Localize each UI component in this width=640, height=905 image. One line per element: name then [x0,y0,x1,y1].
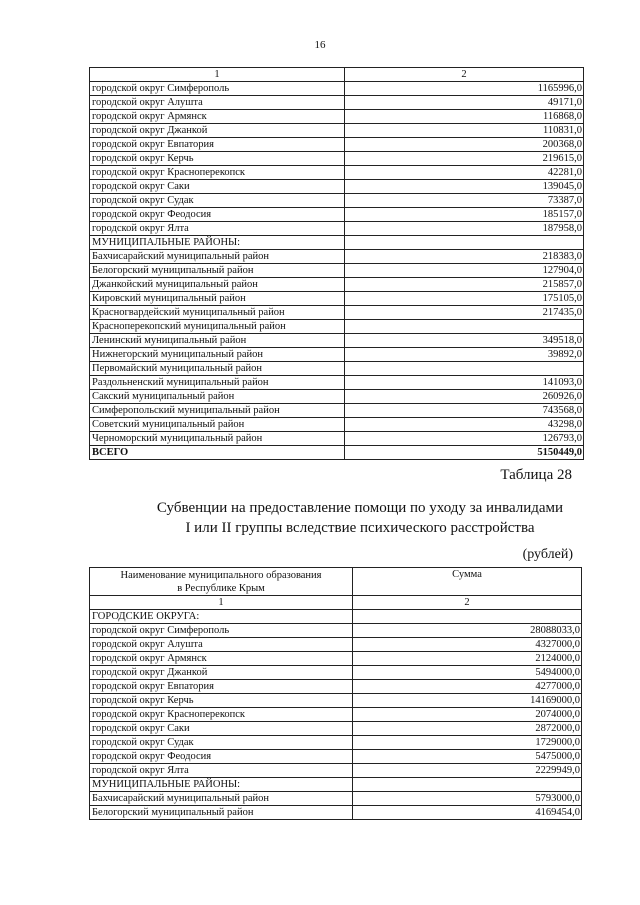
municipality-name: Белогорский муниципальный район [90,264,345,278]
amount-value: 139045,0 [345,180,584,194]
table-row [90,390,584,404]
header-municipality [90,568,353,596]
municipality-name: городской округ Симферополь [90,82,345,96]
municipality-name: Красногвардейский муниципальный район [90,306,345,320]
column-number-1: 1 [90,596,353,610]
municipality-name: Джанкойский муниципальный район [90,278,345,292]
amount-value: 175105,0 [345,292,584,306]
table-row [90,166,584,180]
table-row [90,138,584,152]
table-row [90,250,584,264]
amount-value: 1729000,0 [353,736,582,750]
table-row [90,750,582,764]
amount-value: 187958,0 [345,222,584,236]
municipality-name: городской округ Ялта [90,764,353,778]
column-number-row [90,596,582,610]
amount-value: 116868,0 [345,110,584,124]
amount-value: 2124000,0 [353,652,582,666]
municipality-name: Советский муниципальный район [90,418,345,432]
table-row [90,778,582,792]
table-row [90,320,584,334]
header-municipality-line-1: Наименование муниципального образования [120,569,322,581]
amount-value: 5494000,0 [353,666,582,680]
municipality-name: МУНИЦИПАЛЬНЫЕ РАЙОНЫ: [90,778,353,792]
amount-value: 743568,0 [345,404,584,418]
table-row [90,432,584,446]
table-row [90,292,584,306]
municipality-name: Сакский муниципальный район [90,390,345,404]
municipality-name: Первомайский муниципальный район [90,362,345,376]
amount-value: 4277000,0 [353,680,582,694]
column-number-2: 2 [353,596,582,610]
municipality-name: городской округ Судак [90,194,345,208]
table-row [90,82,584,96]
table-row [90,404,584,418]
amount-value: 2872000,0 [353,722,582,736]
municipality-name: Раздольненский муниципальный район [90,376,345,390]
amount-value [345,320,584,334]
municipality-name: Бахчисарайский муниципальный район [90,792,353,806]
amount-value: 14169000,0 [353,694,582,708]
municipality-name: Черноморский муниципальный район [90,432,345,446]
total-label: ВСЕГО [90,446,345,460]
amount-value [353,778,582,792]
municipality-name: городской округ Джанкой [90,666,353,680]
table-row [90,694,582,708]
amount-value: 5475000,0 [353,750,582,764]
municipality-name: городской округ Армянск [90,652,353,666]
amount-value: 43298,0 [345,418,584,432]
table-row [90,680,582,694]
table-row [90,348,584,362]
table-title-line-2: I или II группы вследствие психического расстройства [185,520,535,536]
table-title [0,498,640,538]
amount-value: 127904,0 [345,264,584,278]
amount-value: 260926,0 [345,390,584,404]
amount-value: 217435,0 [345,306,584,320]
amount-value [345,236,584,250]
table-row [90,110,584,124]
table-row [90,96,584,110]
municipality-name: городской округ Евпатория [90,680,353,694]
municipality-name: городской округ Судак [90,736,353,750]
amount-value: 2074000,0 [353,708,582,722]
municipality-name: городской округ Красноперекопск [90,708,353,722]
municipality-name: городской округ Симферополь [90,624,353,638]
table-row [90,638,582,652]
amount-value: 4169454,0 [353,806,582,820]
table-row [90,610,582,624]
table-row [90,708,582,722]
municipality-name: Красноперекопский муниципальный район [90,320,345,334]
amount-value: 110831,0 [345,124,584,138]
amount-value [345,362,584,376]
amount-value: 349518,0 [345,334,584,348]
total-value: 5150449,0 [345,446,584,460]
municipality-name: городской округ Армянск [90,110,345,124]
amount-value: 2229949,0 [353,764,582,778]
table-row [90,806,582,820]
amount-value: 4327000,0 [353,638,582,652]
municipality-name: Ленинский муниципальный район [90,334,345,348]
table-row [90,792,582,806]
table-row [90,418,584,432]
amount-value: 28088033,0 [353,624,582,638]
table-row [90,624,582,638]
amount-value: 73387,0 [345,194,584,208]
table-row [90,264,584,278]
municipality-name: МУНИЦИПАЛЬНЫЕ РАЙОНЫ: [90,236,345,250]
table-row [90,764,582,778]
municipality-name: городской округ Алушта [90,638,353,652]
municipality-name: Нижнегорский муниципальный район [90,348,345,362]
municipality-name: Белогорский муниципальный район [90,806,353,820]
subsidy-table-continued [89,67,584,460]
table-row [90,722,582,736]
table-row [90,152,584,166]
table-row [90,236,584,250]
table-row [90,124,584,138]
municipality-name: городской округ Алушта [90,96,345,110]
units-label: (рублей) [522,547,573,562]
amount-value: 39892,0 [345,348,584,362]
municipality-name: Бахчисарайский муниципальный район [90,250,345,264]
municipality-name: ГОРОДСКИЕ ОКРУГА: [90,610,353,624]
amount-value: 215857,0 [345,278,584,292]
header-municipality-line-2: в Республике Крым [177,582,265,594]
municipality-name: городской округ Феодосия [90,208,345,222]
municipality-name: городской округ Керчь [90,152,345,166]
municipality-name: городской округ Красноперекопск [90,166,345,180]
page-number: 16 [314,39,326,51]
municipality-name: городской округ Саки [90,180,345,194]
amount-value: 200368,0 [345,138,584,152]
table-row [90,180,584,194]
municipality-name: городской округ Феодосия [90,750,353,764]
municipality-name: городской округ Евпатория [90,138,345,152]
municipality-name: городской округ Саки [90,722,353,736]
disability-care-subsidy-table [89,567,582,820]
table-row [90,736,582,750]
municipality-name: городской округ Джанкой [90,124,345,138]
municipality-name: городской округ Керчь [90,694,353,708]
table-label: Таблица 28 [500,467,572,483]
table-row [90,652,582,666]
header-sum: Сумма [353,568,582,596]
amount-value: 219615,0 [345,152,584,166]
column-number-2: 2 [345,68,584,82]
amount-value: 1165996,0 [345,82,584,96]
table-row [90,362,584,376]
amount-value: 126793,0 [345,432,584,446]
table-row [90,194,584,208]
total-row [90,446,584,460]
amount-value: 218383,0 [345,250,584,264]
table-row [90,278,584,292]
table-row [90,376,584,390]
amount-value: 49171,0 [345,96,584,110]
amount-value: 185157,0 [345,208,584,222]
municipality-name: городской округ Ялта [90,222,345,236]
table-row [90,208,584,222]
table-row [90,222,584,236]
amount-value: 5793000,0 [353,792,582,806]
amount-value [353,610,582,624]
table-row [90,334,584,348]
table-row [90,666,582,680]
column-number-1: 1 [90,68,345,82]
table-header-row [90,568,582,596]
municipality-name: Кировский муниципальный район [90,292,345,306]
table-row [90,306,584,320]
table-header-row [90,68,584,82]
amount-value: 42281,0 [345,166,584,180]
table-title-line-1: Субвенции на предоставление помощи по уходу за инвалидами [156,500,564,516]
municipality-name: Симферопольский муниципальный район [90,404,345,418]
amount-value: 141093,0 [345,376,584,390]
